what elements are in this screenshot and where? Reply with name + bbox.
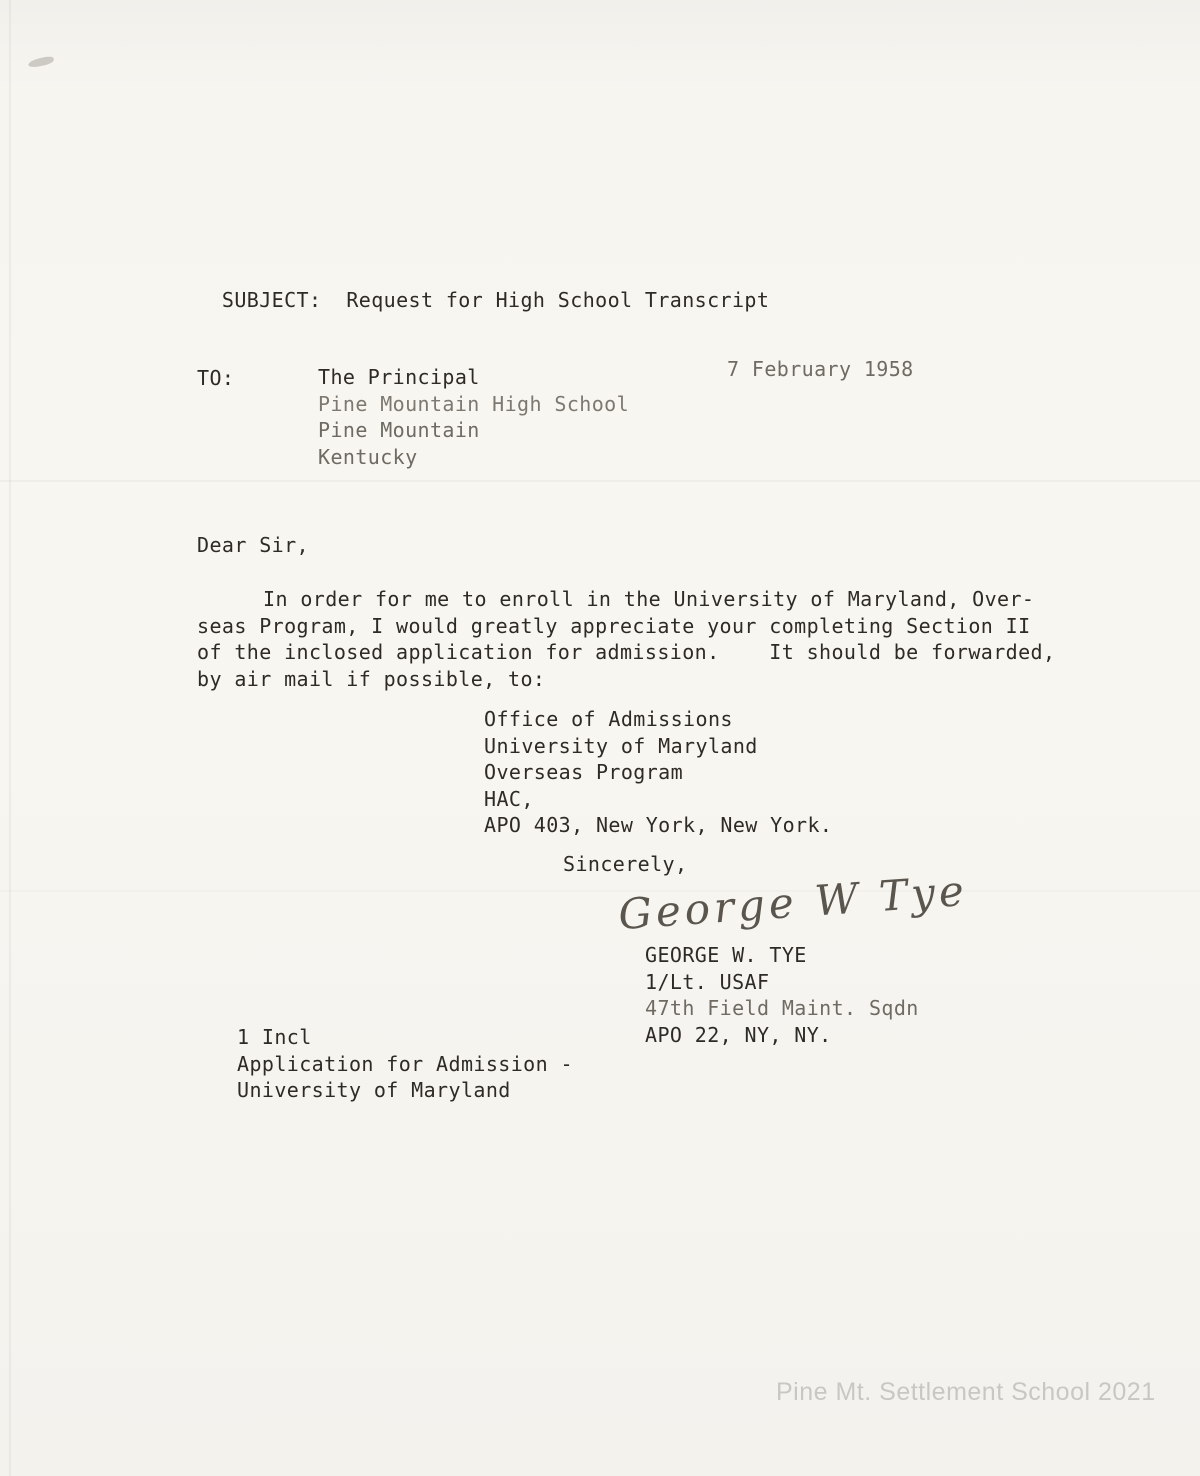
enclosure-block: [237, 1024, 573, 1104]
forward-address-line: Overseas Program: [484, 760, 684, 784]
archive-watermark: Pine Mt. Settlement School 2021: [776, 1378, 1156, 1406]
handwritten-signature: George W Tye: [616, 865, 970, 940]
forward-address-line: APO 403, New York, New York.: [484, 813, 833, 837]
signer-line: 1/Lt. USAF: [645, 969, 770, 994]
recipient-block: [318, 364, 629, 470]
signer-block: [645, 942, 919, 1048]
closing: Sincerely,: [563, 852, 688, 876]
enclosure-line: 1 Incl: [237, 1025, 312, 1049]
forward-address-line: Office of Admissions: [484, 707, 733, 731]
scan-artifact: [27, 55, 54, 68]
signer-line: 47th Field Maint. Sqdn: [645, 996, 919, 1020]
date: 7 February 1958: [727, 357, 914, 381]
forward-address-block: [484, 706, 832, 839]
subject-line: [197, 264, 769, 312]
subject-text: Request for High School Transcript: [346, 288, 770, 312]
fold-crease-horizontal: [0, 480, 1200, 482]
forward-address-line: HAC,: [484, 786, 534, 811]
recipient-line: Pine Mountain: [318, 418, 480, 442]
body-line: of the inclosed application for admission. It should be forwarded,: [197, 640, 1056, 664]
fold-crease-vertical: [9, 0, 11, 1476]
signer-line: APO 22, NY, NY.: [645, 1022, 832, 1047]
recipient-line: Pine Mountain High School: [318, 391, 630, 416]
body-paragraph: [197, 586, 1055, 692]
subject-gap: [321, 288, 346, 312]
body-line: by air mail if possible, to:: [197, 666, 546, 691]
enclosure-line: Application for Admission -: [237, 1051, 573, 1076]
recipient-line: The Principal: [318, 365, 480, 389]
recipient-line: Kentucky: [318, 444, 418, 469]
body-line: In order for me to enroll in the University of Maryland, Over-: [263, 587, 1035, 611]
subject-label: SUBJECT:: [221, 288, 322, 312]
fold-crease-horizontal: [0, 890, 1200, 892]
forward-address-line: University of Maryland: [484, 733, 758, 758]
body-line: seas Program, I would greatly appreciate your completing Section II: [197, 613, 1031, 638]
signer-line: GEORGE W. TYE: [645, 943, 807, 967]
to-label: TO:: [197, 366, 235, 390]
salutation: Dear Sir,: [197, 533, 309, 557]
enclosure-line: University of Maryland: [237, 1078, 511, 1102]
